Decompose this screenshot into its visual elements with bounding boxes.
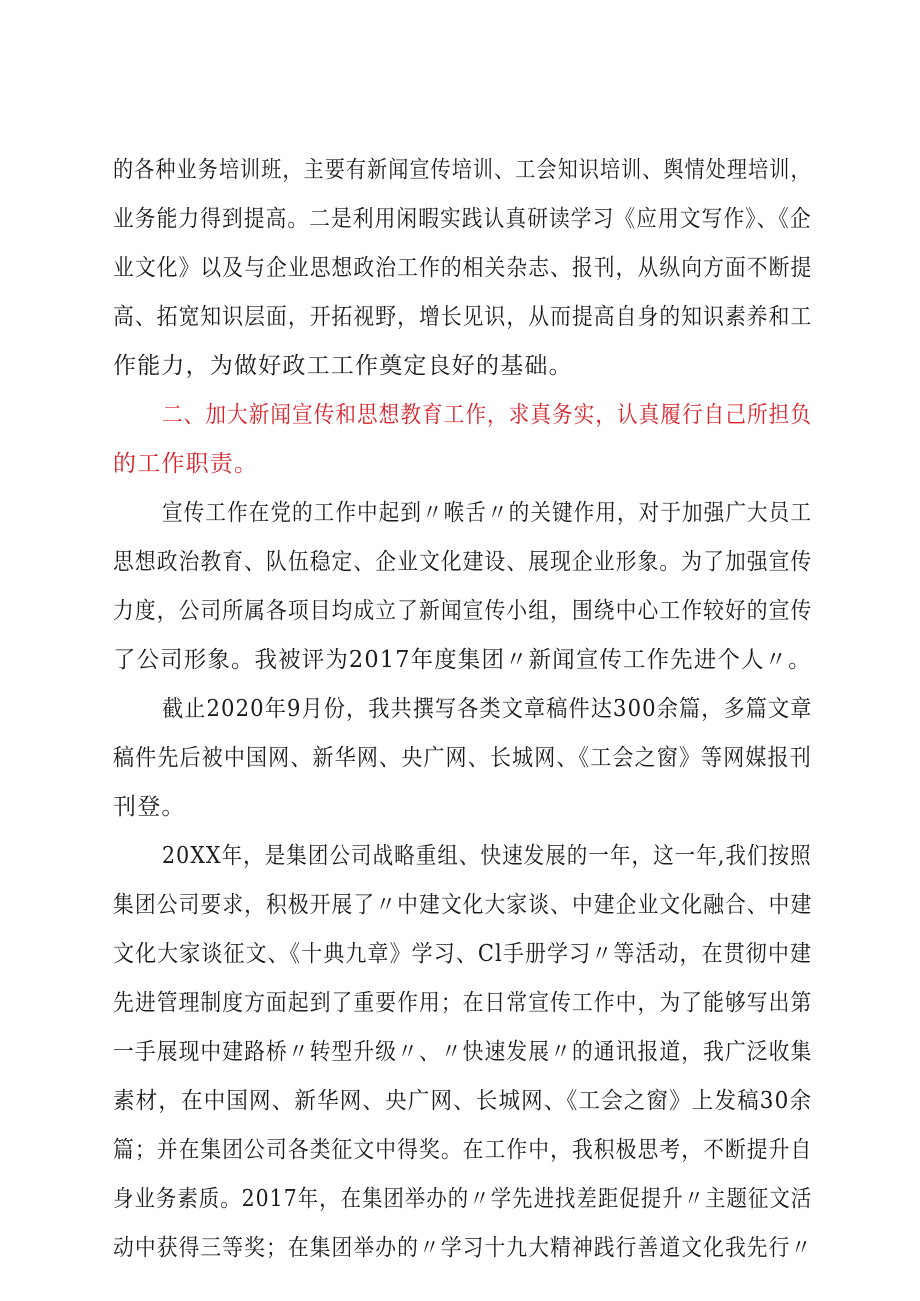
- paragraph-line: 作能力，为做好政工工作奠定良好的基础。: [113, 353, 573, 379]
- section-heading-line: 二、加大新闻宣传和思想教育工作，求真务实，认真履行自己所担负: [162, 402, 812, 428]
- paragraph-line: 文化大家谈征文、《十典九章》学习、Cl手册学习〃等活动，在贯彻中建: [113, 941, 813, 967]
- paragraph-line: 思想政治教育、队伍稳定、企业文化建设、展现企业形象。为了加强宣传: [113, 549, 813, 575]
- paragraph-line: 动中获得三等奖；在集团举办的〃学习十九大精神践行善道文化我先行〃: [113, 1235, 813, 1261]
- paragraph-line: 一手展现中建路桥〃转型升级〃、〃快速发展〃的通讯报道，我广泛收集: [113, 1039, 813, 1065]
- paragraph-line: 素材，在中国网、新华网、央广网、长城网、《工会之窗》上发稿30余: [113, 1088, 813, 1114]
- paragraph-line: 刊登。: [113, 794, 186, 820]
- paragraph-line: 集团公司要求，积极开展了〃中建文化大家谈、中建企业文化融合、中建: [113, 892, 813, 918]
- paragraph-line: 了公司形象。我被评为2017年度集团〃新闻宣传工作先进个人〃。: [113, 647, 812, 673]
- paragraph-line: 篇；并在集团公司各类征文中得奖。在工作中，我积极思考，不断提升自: [113, 1137, 813, 1163]
- paragraph-line: 业务能力得到提高。二是利用闲暇实践认真研读学习《应用文写作》、《企: [113, 206, 812, 232]
- paragraph-line: 高、拓宽知识层面，开拓视野，增长见识，从而提高自身的知识素养和工: [113, 304, 813, 330]
- paragraph-line: 20XX年，是集团公司战略重组、快速发展的一年，这一年,我们按照: [162, 843, 812, 869]
- paragraph-line: 先进管理制度方面起到了重要作用；在日常宣传工作中，为了能够写出第: [113, 990, 813, 1016]
- paragraph-line: 身业务素质。2017年，在集团举办的〃学先进找差距促提升〃主题征文活: [113, 1186, 813, 1212]
- paragraph-line: 力度，公司所属各项目均成立了新闻宣传小组，围绕中心工作较好的宣传: [113, 598, 813, 624]
- paragraph-line: 业文化》以及与企业思想政治工作的相关杂志、报刊，从纵向方面不断提: [113, 255, 813, 281]
- paragraph-line: 的各种业务培训班，主要有新闻宣传培训、工会知识培训、舆情处理培训，: [113, 157, 812, 183]
- paragraph-line: 截止2020年9月份，我共撰写各类文章稿件达300余篇，多篇文章: [162, 696, 813, 722]
- section-heading-line: 的工作职责。: [113, 451, 259, 477]
- paragraph-line: 稿件先后被中国网、新华网、央广网、长城网、《工会之窗》等网媒报刊: [113, 745, 812, 771]
- paragraph-line: 宣传工作在党的工作中起到〃喉舌〃的关键作用，对于加强广大员工: [162, 500, 812, 526]
